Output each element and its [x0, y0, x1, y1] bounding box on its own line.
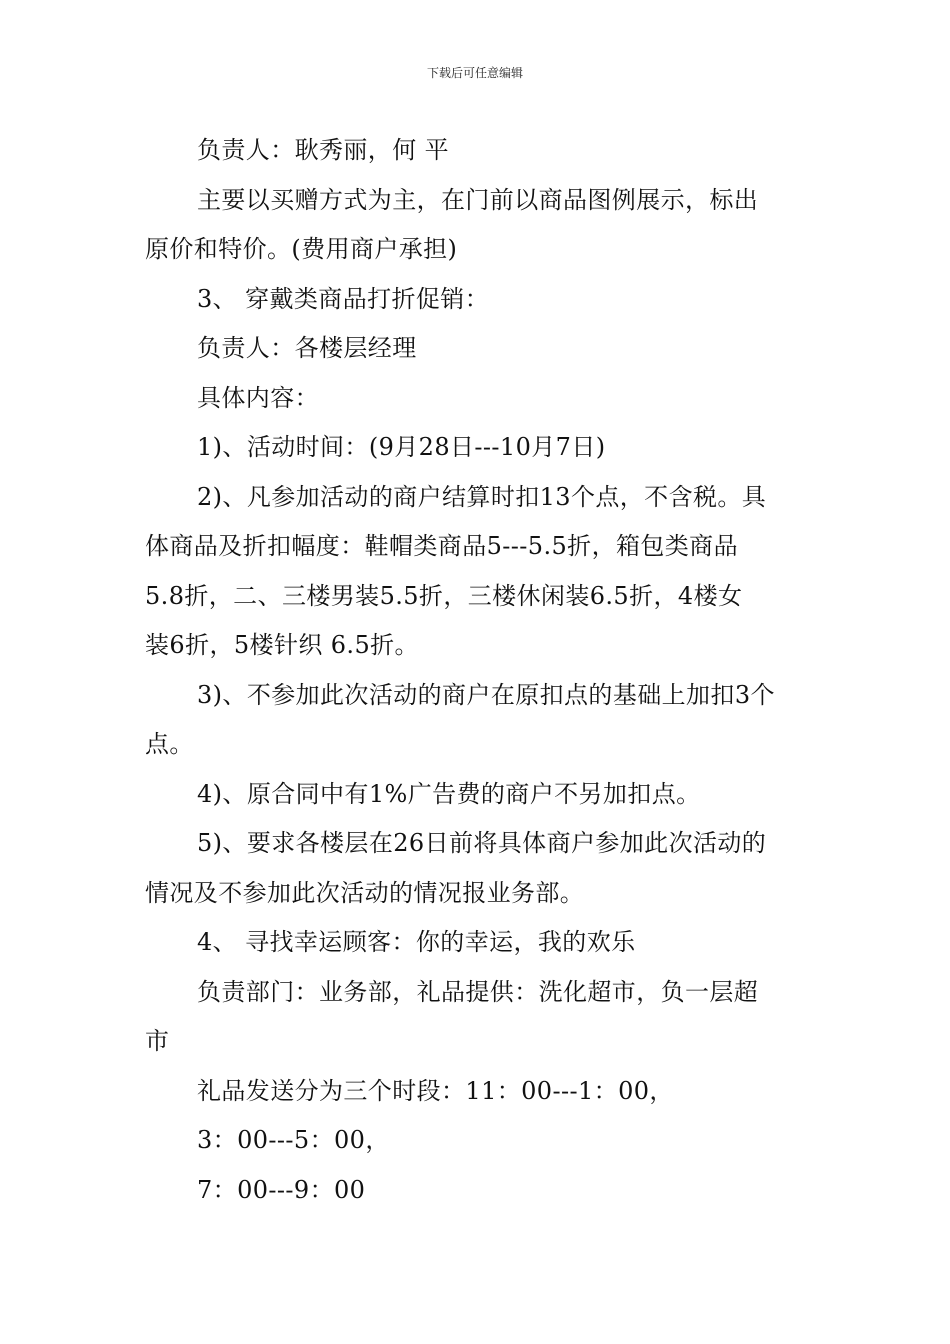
text-line: 3)、不参加此次活动的商户在原扣点的基础上加扣3个 [197, 680, 775, 709]
text-line: 5.8折，二、三楼男装5.5折，三楼休闲装6.5折，4楼女 [145, 581, 743, 610]
text-line: 点。 [145, 730, 194, 758]
document-body [145, 126, 810, 1215]
text-line: 负责部门：业务部，礼品提供：洗化超市，负一层超 [197, 977, 759, 1006]
text-line: 原价和特价。(费用商户承担) [145, 235, 458, 263]
text-line: 1)、活动时间：(9月28日---10月7日) [197, 433, 606, 461]
text-line: 主要以买赠方式为主，在门前以商品图例展示，标出 [197, 185, 759, 214]
text-line: 情况及不参加此次活动的情况报业务部。 [145, 878, 585, 907]
text-line: 5)、要求各楼层在26日前将具体商户参加此次活动的 [197, 829, 767, 857]
text-line: 负责人：耿秀丽，何 平 [197, 136, 450, 164]
text-line: 7：00---9：00 [197, 1175, 366, 1204]
page-header: 下载后可任意编辑 [426, 66, 523, 80]
text-line: 4、 寻找幸运顾客：你的幸运，我的欢乐 [197, 928, 636, 956]
text-line: 负责人：各楼层经理 [197, 334, 417, 362]
text-line: 体商品及折扣幅度：鞋帽类商品5---5.5折，箱包类商品 [145, 532, 738, 560]
text-line: 礼品发送分为三个时段：11：00---1：00， [197, 1076, 674, 1105]
text-line: 装6折，5楼针织 6.5折。 [145, 631, 419, 659]
text-line: 市 [145, 1027, 170, 1055]
text-line: 3：00---5：00， [197, 1126, 390, 1154]
text-line: 具体内容： [197, 383, 319, 412]
text-line: 3、 穿戴类商品打折促销： [197, 284, 490, 313]
text-line: 2)、凡参加活动的商户结算时扣13个点，不含税。具 [197, 482, 767, 511]
text-line: 4)、原合同中有1%广告费的商户不另加扣点。 [197, 779, 701, 808]
